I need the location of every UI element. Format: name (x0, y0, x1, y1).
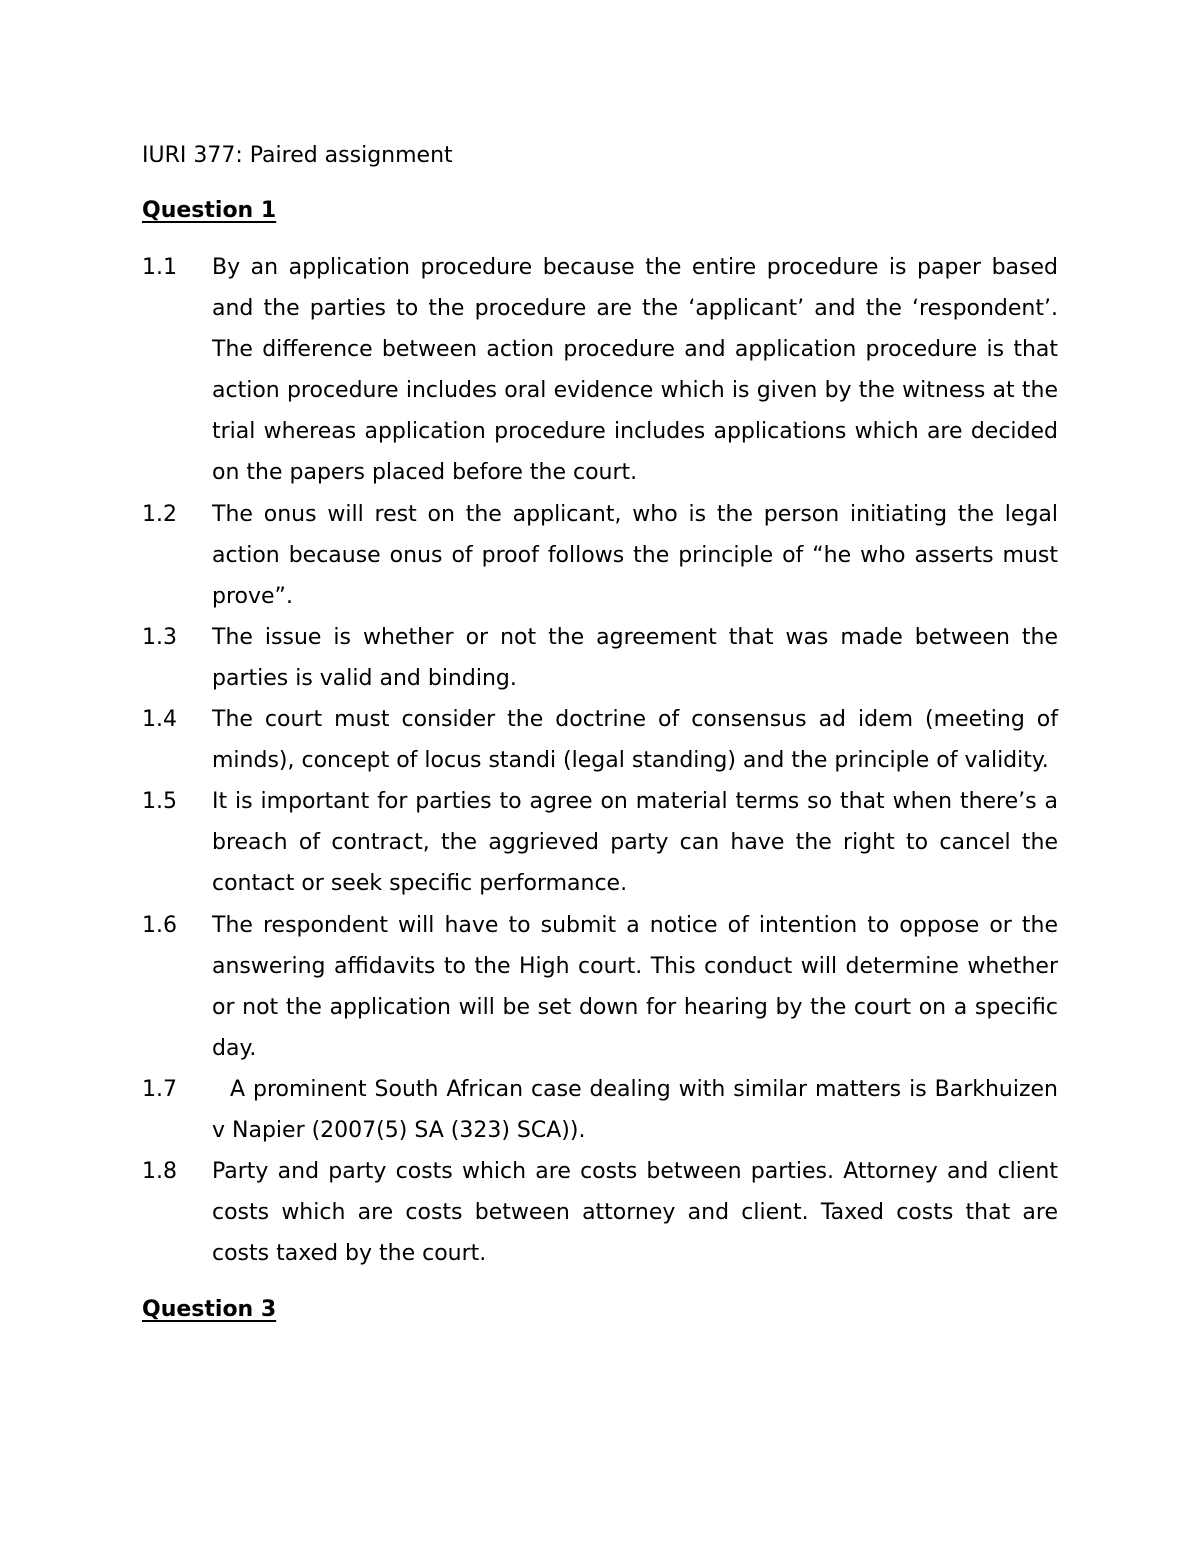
answer-item (142, 699, 1058, 781)
question-1-answers (142, 247, 1058, 1274)
answer-number: 1.3 (142, 624, 177, 650)
answer-text: A prominent South African case dealing with similar matters is Barkhuizen v Napier (2007(5) SA (323) SCA)). (212, 1076, 1058, 1143)
answer-text: By an application procedure because the entire procedure is paper based and the parties to the procedure are the ‘applicant’ and the ‘respondent’. The difference between action procedure and application procedure is that action procedure includes oral evidence which is given by the witness at the trial whereas application procedure includes applications which are decided on the papers placed before the court. (212, 255, 1058, 486)
answer-text: The court must consider the doctrine of consensus ad idem (meeting of minds), concept of locus standi (legal standing) and the principle of validity. (212, 707, 1058, 774)
answer-text: The onus will rest on the applicant, who is the person initiating the legal action because onus of proof follows the principle of “he who asserts must prove”. (212, 501, 1058, 609)
answer-item (142, 494, 1058, 617)
answer-text: Party and party costs which are costs between parties. Attorney and client costs which are costs between attorney and client. Taxed costs that are costs taxed by the court. (212, 1159, 1058, 1267)
document-title: IURI 377: Paired assignment (142, 143, 453, 168)
answer-number: 1.7 (142, 1076, 177, 1102)
answer-number: 1.2 (142, 501, 177, 527)
answer-item (142, 247, 1058, 494)
answer-number: 1.8 (142, 1159, 177, 1185)
answer-number: 1.6 (142, 912, 177, 938)
answer-number: 1.4 (142, 707, 177, 733)
answer-text: The issue is whether or not the agreement that was made between the parties is valid and binding. (212, 624, 1058, 691)
answer-item (142, 905, 1058, 1069)
question-1-heading: Question 1 (142, 198, 277, 223)
answer-number: 1.5 (142, 789, 177, 815)
answer-number: 1.1 (142, 255, 177, 280)
answer-text: It is important for parties to agree on material terms so that when there’s a breach of contract, the aggrieved party can have the right to cancel the contact or seek specific performance. (212, 789, 1058, 897)
document-page (142, 136, 1058, 1346)
answer-item (142, 1151, 1058, 1274)
answer-item (142, 617, 1058, 699)
answer-item (142, 781, 1058, 904)
answer-item (142, 1069, 1058, 1151)
answer-text: The respondent will have to submit a notice of intention to oppose or the answering affidavits to the High court. This conduct will determine whether or not the application will be set down for hearing by the court on a specific day. (212, 912, 1058, 1061)
question-3-heading: Question 3 (142, 1297, 277, 1323)
